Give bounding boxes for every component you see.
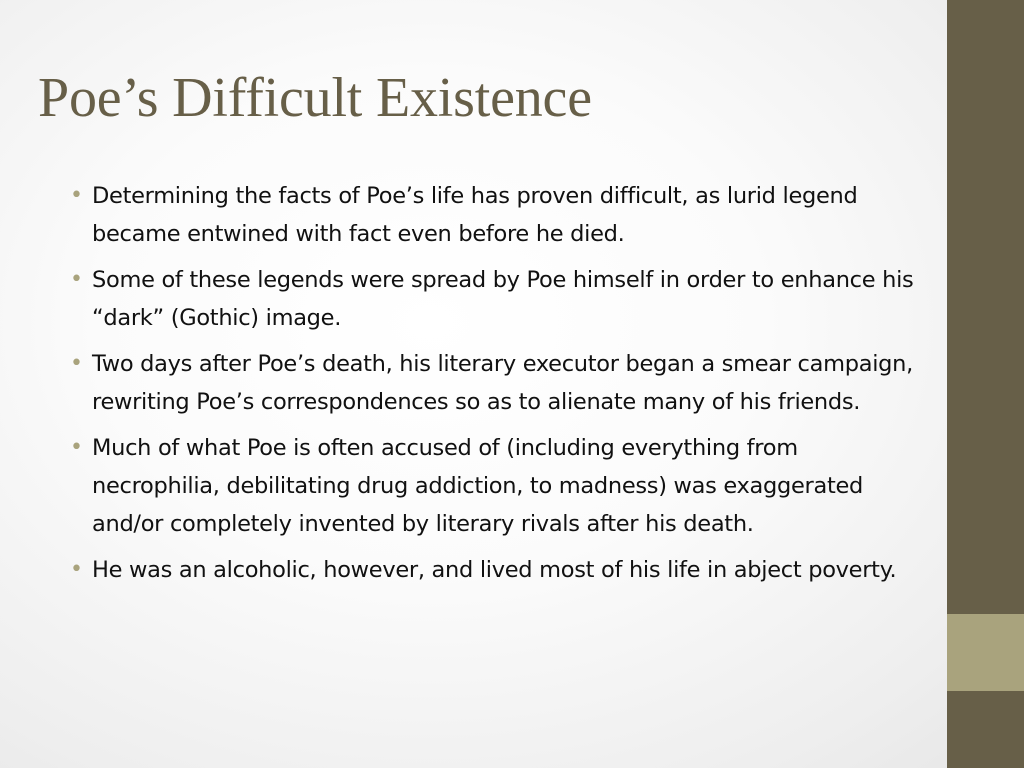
bullet-marker-icon: •: [70, 183, 83, 208]
bullet-item: [70, 429, 927, 543]
bullet-item: [70, 345, 927, 421]
bullet-marker-icon: •: [70, 435, 83, 460]
bullet-list: [70, 177, 927, 597]
bullet-text: Much of what Poe is often accused of (including everything from necrophilia, debilitating drug addiction, to madness) was exaggerated and/or completely invented by literary rivals after his death.: [92, 435, 864, 537]
bullet-item: [70, 177, 927, 253]
slide-title: Poe’s Difficult Existence: [38, 67, 592, 129]
bullet-marker-icon: •: [70, 267, 83, 292]
bullet-marker-icon: •: [70, 557, 83, 582]
bullet-text: Some of these legends were spread by Poe himself in order to enhance his “dark” (Gothic) image.: [92, 267, 914, 331]
bullet-marker-icon: •: [70, 351, 83, 376]
decorative-side-accent: [947, 614, 1024, 691]
bullet-text: Determining the facts of Poe’s life has proven difficult, as lurid legend became entwined with fact even before he died.: [92, 183, 858, 247]
bullet-item: [70, 551, 927, 589]
bullet-text: Two days after Poe’s death, his literary executor began a smear campaign, rewriting Poe’s correspondences so as to alienate many of his friends.: [92, 351, 913, 415]
bullet-item: [70, 261, 927, 337]
bullet-text: He was an alcoholic, however, and lived most of his life in abject poverty.: [92, 557, 897, 583]
